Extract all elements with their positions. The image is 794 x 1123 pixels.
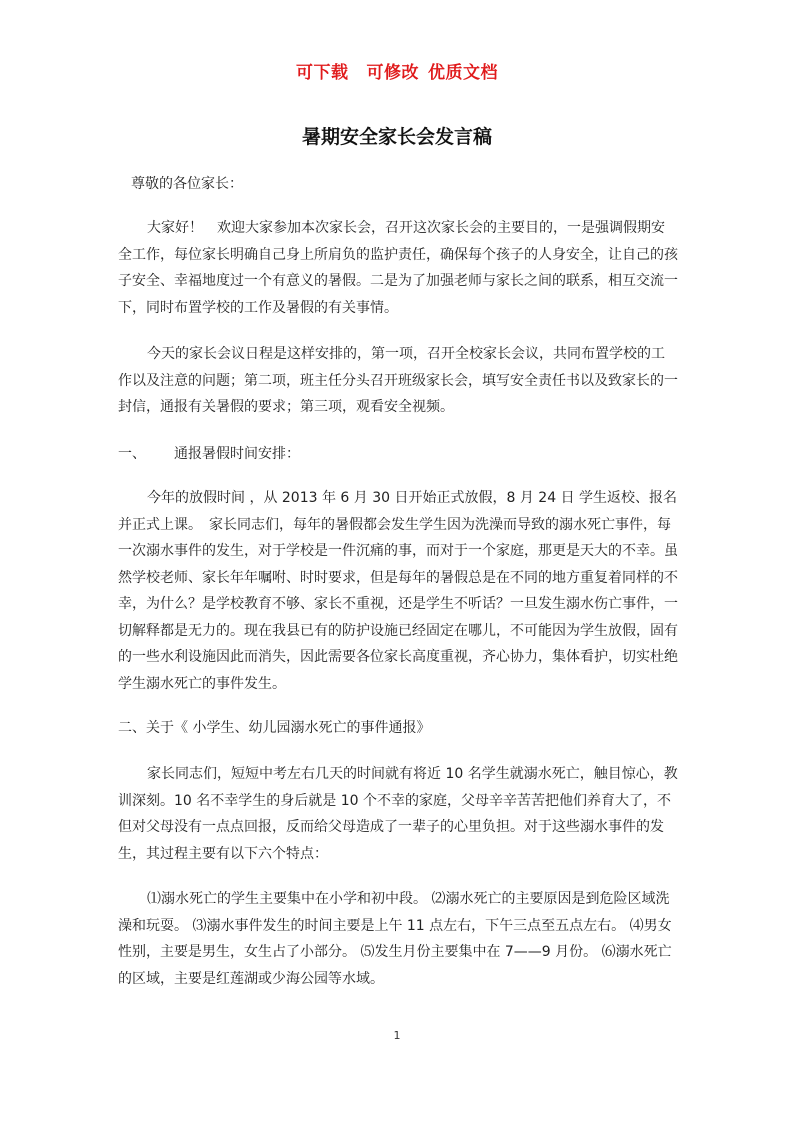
- banner-quality-doc: 优质文档: [428, 63, 498, 83]
- paragraph-greeting: 大家好！ 欢迎大家参加本次家长会，召开这次家长会的主要目的，一是强调假期安全工作，每位家长明确自己身上所肩负的监护责任，确保每个孩子的人身安全，让自己的孩子安全、幸福地度过一个有意义的暑假。二是为了加强老师与家长之间的联系，相互交流一下，同时布置学校的工作及暑假的有关事情。: [118, 220, 678, 316]
- salutation: 尊敬的各位家长：: [131, 176, 243, 192]
- section-1-number: 一、: [118, 446, 146, 462]
- paragraph-six-features: ⑴溺水死亡的学生主要集中在小学和初中段。 ⑵溺水死亡的主要原因是到危险区域洗澡和玩耍。 ⑶溺水事件发生的时间主要是上午 11 点左右，下午三点至五点左右。 ⑷男女性别，主要是男生，女生占了小部分。 ⑸发生月份主要集中在 7——9 月份。 ⑹溺水死亡的区域，主要是红莲湖或少海公园等水域。: [118, 891, 672, 987]
- paragraph-drowning-report: 家长同志们，短短中考左右几天的时间就有将近 10 名学生就溺水死亡，触目惊心，教训深刻。10 名不幸学生的身后就是 10 个不幸的家庭，父母辛辛苦苦把他们养育大了，不但对父母没有一点点回报，反而给父母造成了一辈子的心里负担。对于这些溺水事件的发生，其过程主要有以下六个特点：: [118, 766, 678, 862]
- paragraph-vacation-schedule: 今年的放假时间 ，从 2013 年 6 月 30 日开始正式放假，8 月 24 日 学生返校、报名并正式上课。 家长同志们，每年的暑假都会发生学生因为洗澡而导致的溺水死亡事件，每一次溺水事件的发生，对于学校是一件沉痛的事，而对于一个家庭，那更是天大的不幸。虽然学校老师、家长年年嘱咐、时时要求，但是每年的暑假总是在不同的地方重复着同样的不幸，为什么？是学校教育不够、家长不重视，还是学生不听话？一旦发生溺水伤亡事件，一切解释都是无力的。现在我县已有的防护设施已经固定在哪儿，不可能因为学生放假，固有的一些水利设施因此而消失，因此需要各位家长高度重视，齐心协力，集体看护，切实杜绝学生溺水死亡的事件发生。: [118, 490, 678, 692]
- banner-editable: 可修改: [366, 63, 419, 83]
- banner-downloadable: 可下载: [296, 63, 349, 83]
- section-heading-2: 二、关于《 小学生、幼儿园溺水死亡的事件通报》: [118, 720, 431, 736]
- section-heading-1: [118, 441, 678, 468]
- document-title: 暑期安全家长会发言稿: [301, 126, 492, 148]
- header-banner: [0, 58, 794, 83]
- paragraph-agenda: 今天的家长会议日程是这样安排的，第一项，召开全校家长会议，共同布置学校的工作以及注意的问题；第二项，班主任分头召开班级家长会，填写安全责任书以及致家长的一封信，通报有关暑假的要求；第三项，观看安全视频。: [118, 346, 678, 415]
- page-number: 1: [393, 1029, 401, 1042]
- section-1-text: 通报暑假时间安排：: [174, 446, 300, 462]
